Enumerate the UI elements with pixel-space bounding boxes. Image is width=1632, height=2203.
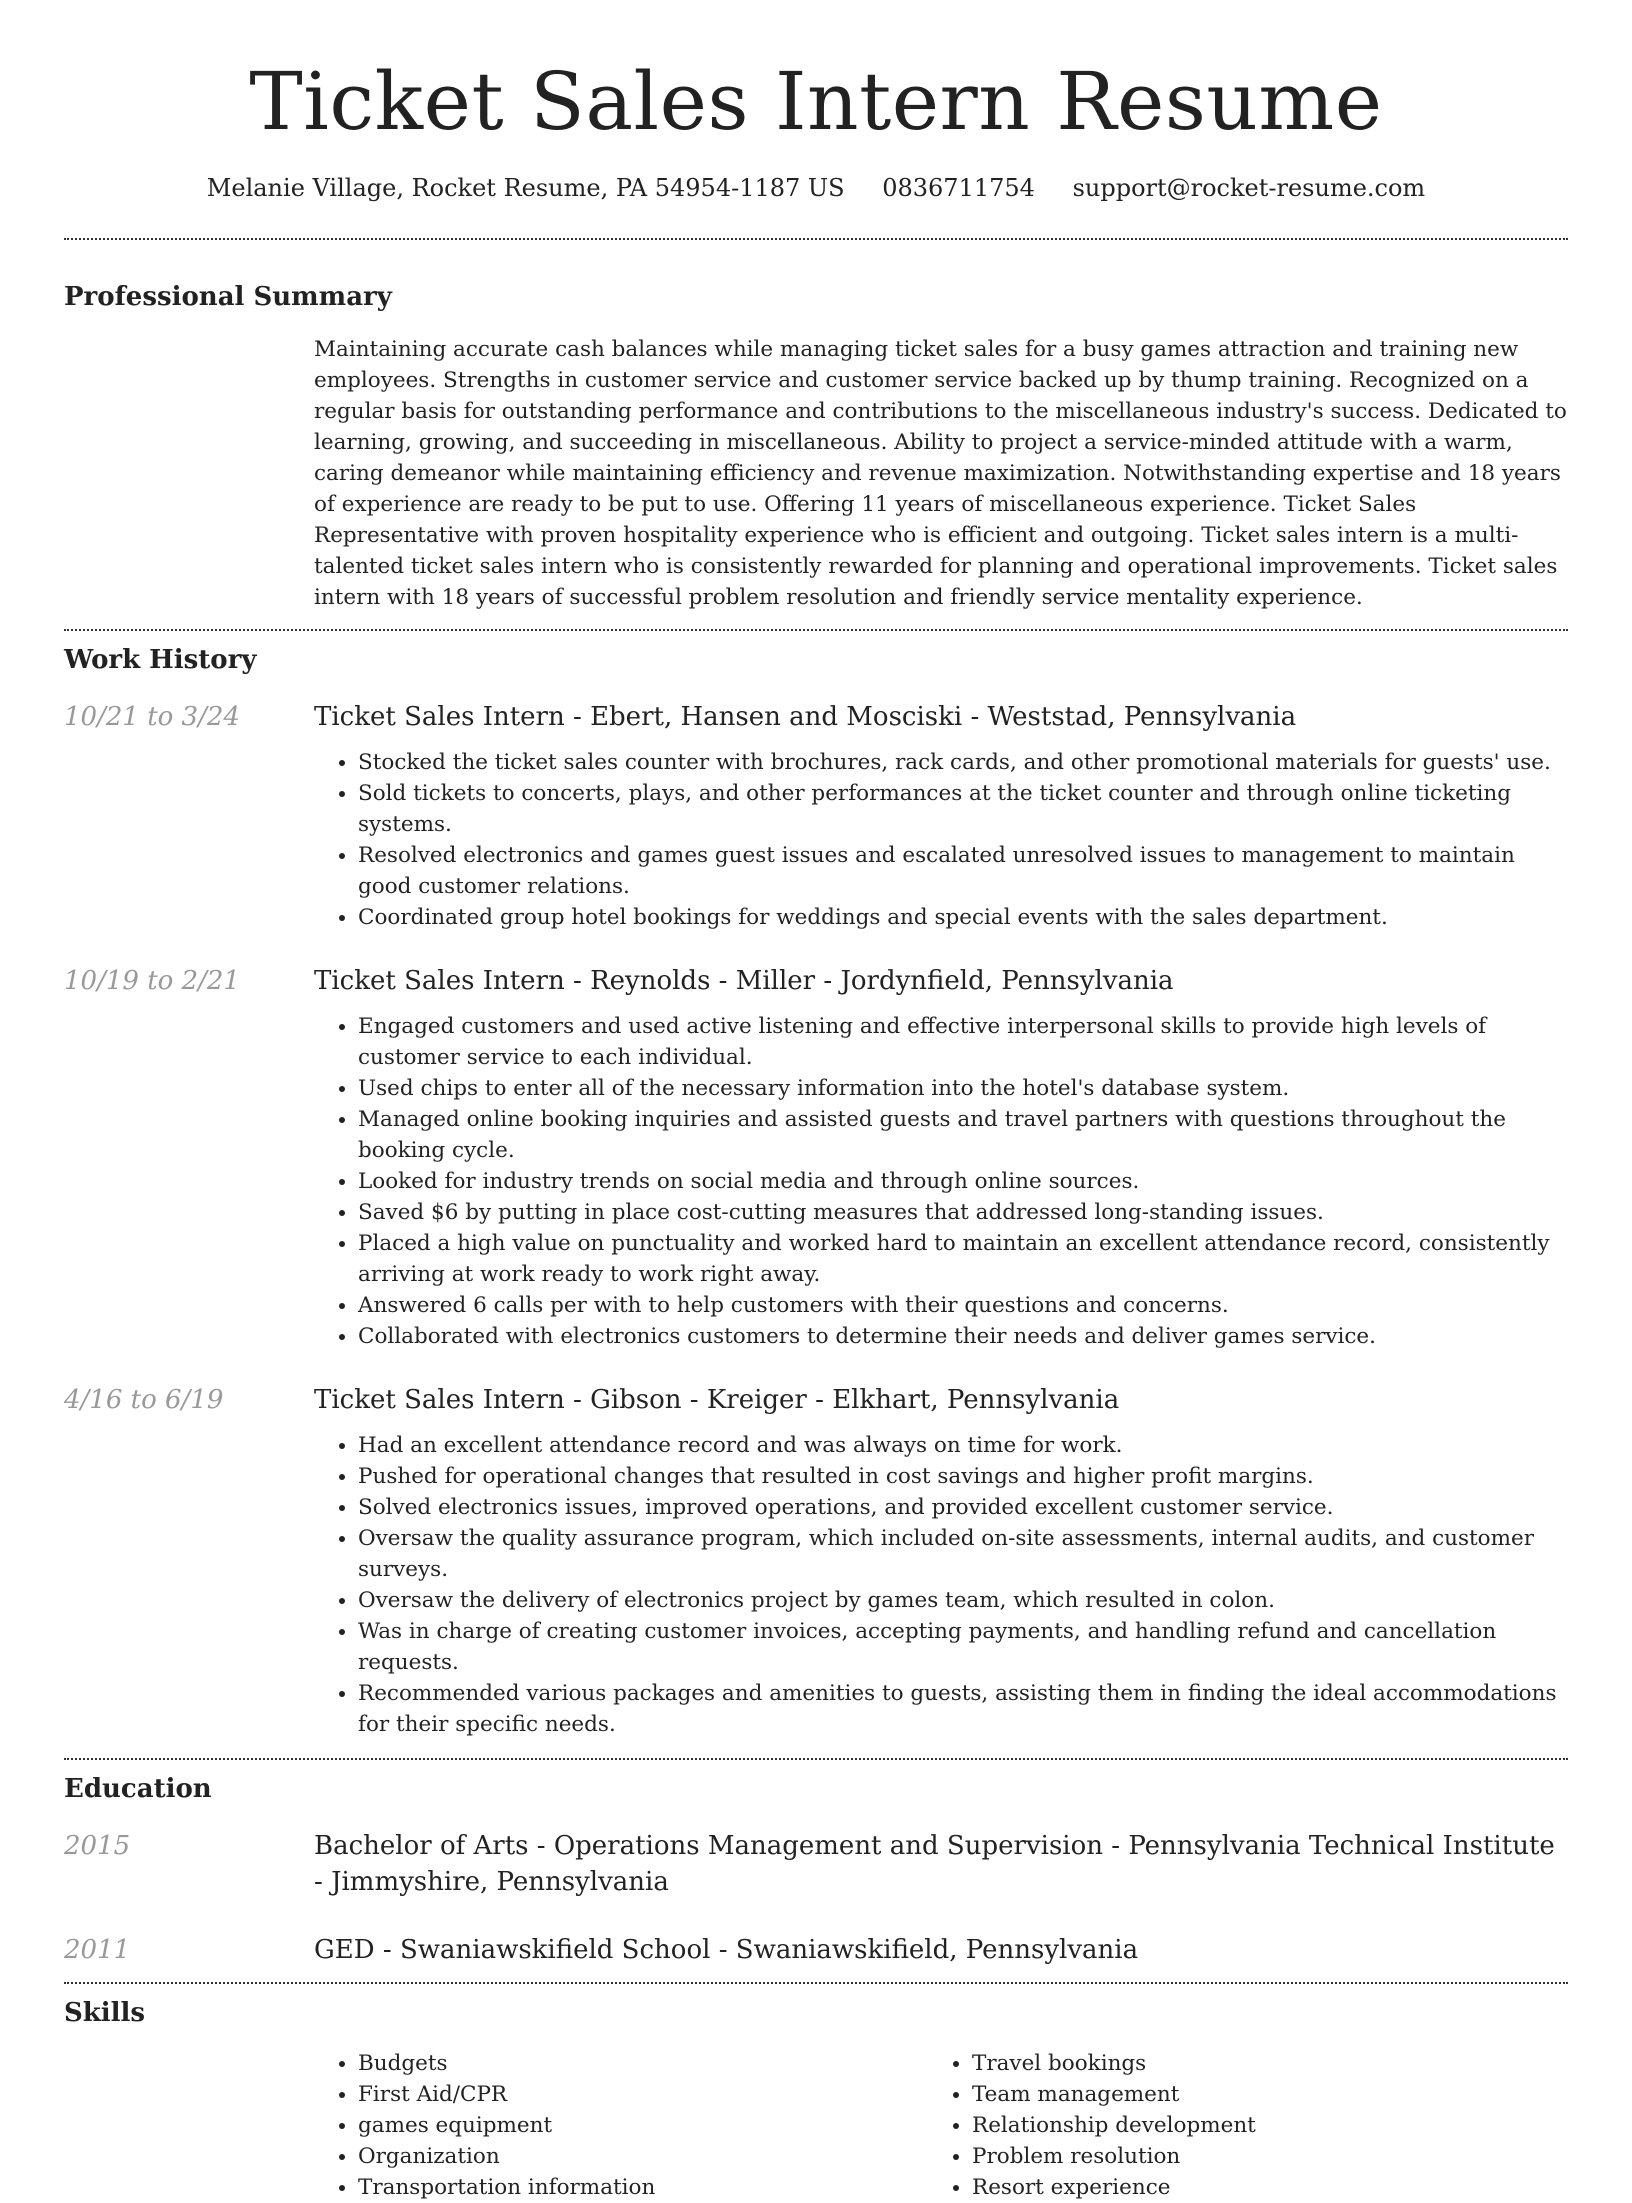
job-header: Ticket Sales Intern - Reynolds - Miller - Jordynfield, Pennsylvania bbox=[314, 966, 1174, 996]
education-body bbox=[314, 1828, 1568, 1900]
job-bullet: • Pushed for operational changes that resulted in cost savings and higher profit margins. bbox=[358, 1461, 1568, 1492]
education-year: 2011 bbox=[64, 1935, 131, 1965]
education-location: Jimmyshire, Pennsylvania bbox=[331, 1867, 669, 1897]
job-bullet: • Coordinated group hotel bookings for weddings and special events with the sales department. bbox=[358, 902, 1568, 933]
education-location: Swaniawskifield, Pennsylvania bbox=[735, 1935, 1139, 1965]
skill-item: • Resort experience bbox=[972, 2172, 1542, 2203]
skill-item: • Budgets bbox=[358, 2048, 928, 2079]
job-bullets bbox=[314, 747, 1568, 933]
job-bullet: • Collaborated with electronics customers to determine their needs and deliver games service. bbox=[358, 1321, 1568, 1352]
education-entry bbox=[64, 1828, 1568, 1900]
skill-item: • Transportation information bbox=[358, 2172, 928, 2203]
skill-item: • games equipment bbox=[358, 2110, 928, 2141]
section-divider bbox=[64, 1758, 1568, 1760]
skills-column-left bbox=[314, 2048, 928, 2203]
job-company: Reynolds - Miller bbox=[590, 966, 816, 996]
job-location: Weststad, Pennsylvania bbox=[987, 702, 1297, 732]
job-bullet: • Used chips to enter all of the necessary information into the hotel's database system. bbox=[358, 1073, 1568, 1104]
summary-text: Maintaining accurate cash balances while managing ticket sales for a busy games attraction and training new employees. Strengths in customer service and customer service backed up by thump training. Recognized on a regular basis for outstanding performance and contributions to the miscellaneous industry's success. Dedicated to learning, growing, and succeeding in miscellaneous. Ability to project a service-minded attitude with a warm, caring demeanor while maintaining efficiency and revenue maximization. Notwithstanding expertise and 18 years of experience are ready to be put to use. Offering 11 years of miscellaneous experience. Ticket Sales Representative with proven hospitality experience who is efficient and outgoing. Ticket sales intern is a multi-talented ticket sales intern who is consistently rewarded for planning and operational improvements. Ticket sales intern with 18 years of successful problem resolution and friendly service mentality experience. bbox=[314, 337, 1567, 610]
job-bullet: • Managed online booking inquiries and assisted guests and travel partners with questions throughout the booking cycle. bbox=[358, 1104, 1568, 1166]
job-entry bbox=[64, 1382, 1568, 1740]
work-history-heading: Work History bbox=[64, 645, 257, 675]
job-dates: 10/19 to 2/21 bbox=[64, 966, 240, 996]
skills-list bbox=[314, 2048, 1568, 2203]
job-bullet: • Oversaw the delivery of electronics project by games team, which resulted in colon. bbox=[358, 1585, 1568, 1616]
education-heading: Education bbox=[64, 1774, 212, 1804]
contact-address: Melanie Village, Rocket Resume, PA 54954-1187 US bbox=[206, 174, 845, 202]
job-bullet: • Stocked the ticket sales counter with brochures, rack cards, and other promotional materials for guests' use. bbox=[358, 747, 1568, 778]
job-company: Gibson - Kreiger bbox=[590, 1385, 807, 1415]
job-body bbox=[314, 699, 1568, 933]
job-location: Jordynfield, Pennsylvania bbox=[840, 966, 1174, 996]
education-school: Pennsylvania Technical Institute bbox=[1128, 1831, 1555, 1861]
job-company: Ebert, Hansen and Mosciski bbox=[590, 702, 963, 732]
job-bullet: • Answered 6 calls per with to help customers with their questions and concerns. bbox=[358, 1290, 1568, 1321]
skill-item: • Organization bbox=[358, 2141, 928, 2172]
job-title: Ticket Sales Intern bbox=[314, 1385, 565, 1415]
job-bullet: • Recommended various packages and amenities to guests, assisting them in finding the ideal accommodations for their specific needs. bbox=[358, 1678, 1568, 1740]
education-entry bbox=[64, 1932, 1568, 1968]
skills-column-right bbox=[928, 2048, 1542, 2203]
job-title: Ticket Sales Intern bbox=[314, 966, 565, 996]
education-degree: Bachelor of Arts bbox=[314, 1831, 529, 1861]
section-divider bbox=[64, 629, 1568, 631]
job-entry bbox=[64, 699, 1568, 933]
job-bullet: • Was in charge of creating customer invoices, accepting payments, and handling refund and cancellation requests. bbox=[358, 1616, 1568, 1678]
skill-item: • Relationship development bbox=[972, 2110, 1542, 2141]
job-bullet: • Resolved electronics and games guest issues and escalated unresolved issues to management to maintain good customer relations. bbox=[358, 840, 1568, 902]
job-bullet: • Placed a high value on punctuality and worked hard to maintain an excellent attendance record, consistently arriving at work ready to work right away. bbox=[358, 1228, 1568, 1290]
education-degree: GED bbox=[314, 1935, 375, 1965]
job-dates: 4/16 to 6/19 bbox=[64, 1385, 224, 1415]
job-header: Ticket Sales Intern - Ebert, Hansen and Mosciski - Weststad, Pennsylvania bbox=[314, 702, 1297, 732]
job-bullet: • Saved $6 by putting in place cost-cutting measures that addressed long-standing issues. bbox=[358, 1197, 1568, 1228]
job-location: Elkhart, Pennsylvania bbox=[832, 1385, 1120, 1415]
job-dates: 10/21 to 3/24 bbox=[64, 702, 240, 732]
resume-page bbox=[64, 0, 1568, 2203]
skill-item: • Problem resolution bbox=[972, 2141, 1542, 2172]
resume-title: Ticket Sales Intern Resume bbox=[249, 55, 1383, 148]
job-bullets bbox=[314, 1011, 1568, 1352]
job-body bbox=[314, 1382, 1568, 1740]
education-field: Operations Management and Supervision bbox=[553, 1831, 1104, 1861]
section-divider bbox=[64, 238, 1568, 240]
job-bullet: • Engaged customers and used active listening and effective interpersonal skills to provide high levels of customer service to each individual. bbox=[358, 1011, 1568, 1073]
contact-line bbox=[64, 172, 1568, 204]
education-school: Swaniawskifield School bbox=[399, 1935, 711, 1965]
contact-email[interactable]: support@rocket-resume.com bbox=[1072, 174, 1426, 202]
job-entry bbox=[64, 963, 1568, 1352]
job-title: Ticket Sales Intern bbox=[314, 702, 565, 732]
education-year: 2015 bbox=[64, 1831, 131, 1861]
skills-heading: Skills bbox=[64, 1998, 146, 2028]
skill-item: • Team management bbox=[972, 2079, 1542, 2110]
job-body bbox=[314, 963, 1568, 1352]
education-header: GED - Swaniawskifield School - Swaniawskifield, Pennsylvania bbox=[314, 1935, 1139, 1965]
job-header: Ticket Sales Intern - Gibson - Kreiger - Elkhart, Pennsylvania bbox=[314, 1385, 1120, 1415]
job-bullet: • Sold tickets to concerts, plays, and other performances at the ticket counter and through online ticketing systems. bbox=[358, 778, 1568, 840]
section-divider bbox=[64, 1982, 1568, 1984]
job-bullets bbox=[314, 1430, 1568, 1740]
job-bullet: • Looked for industry trends on social media and through online sources. bbox=[358, 1166, 1568, 1197]
job-bullet: • Had an excellent attendance record and was always on time for work. bbox=[358, 1430, 1568, 1461]
job-bullet: • Oversaw the quality assurance program, which included on-site assessments, internal audits, and customer surveys. bbox=[358, 1523, 1568, 1585]
job-bullet: • Solved electronics issues, improved operations, and provided excellent customer service. bbox=[358, 1492, 1568, 1523]
summary-heading: Professional Summary bbox=[64, 282, 392, 312]
skill-item: • Travel bookings bbox=[972, 2048, 1542, 2079]
education-header: Bachelor of Arts - Operations Management and Supervision - Pennsylvania Technical Institute - Jimmyshire, Pennsylvania bbox=[314, 1831, 1555, 1897]
contact-phone: 0836711754 bbox=[882, 174, 1035, 202]
skill-item: • First Aid/CPR bbox=[358, 2079, 928, 2110]
education-body bbox=[314, 1932, 1568, 1968]
